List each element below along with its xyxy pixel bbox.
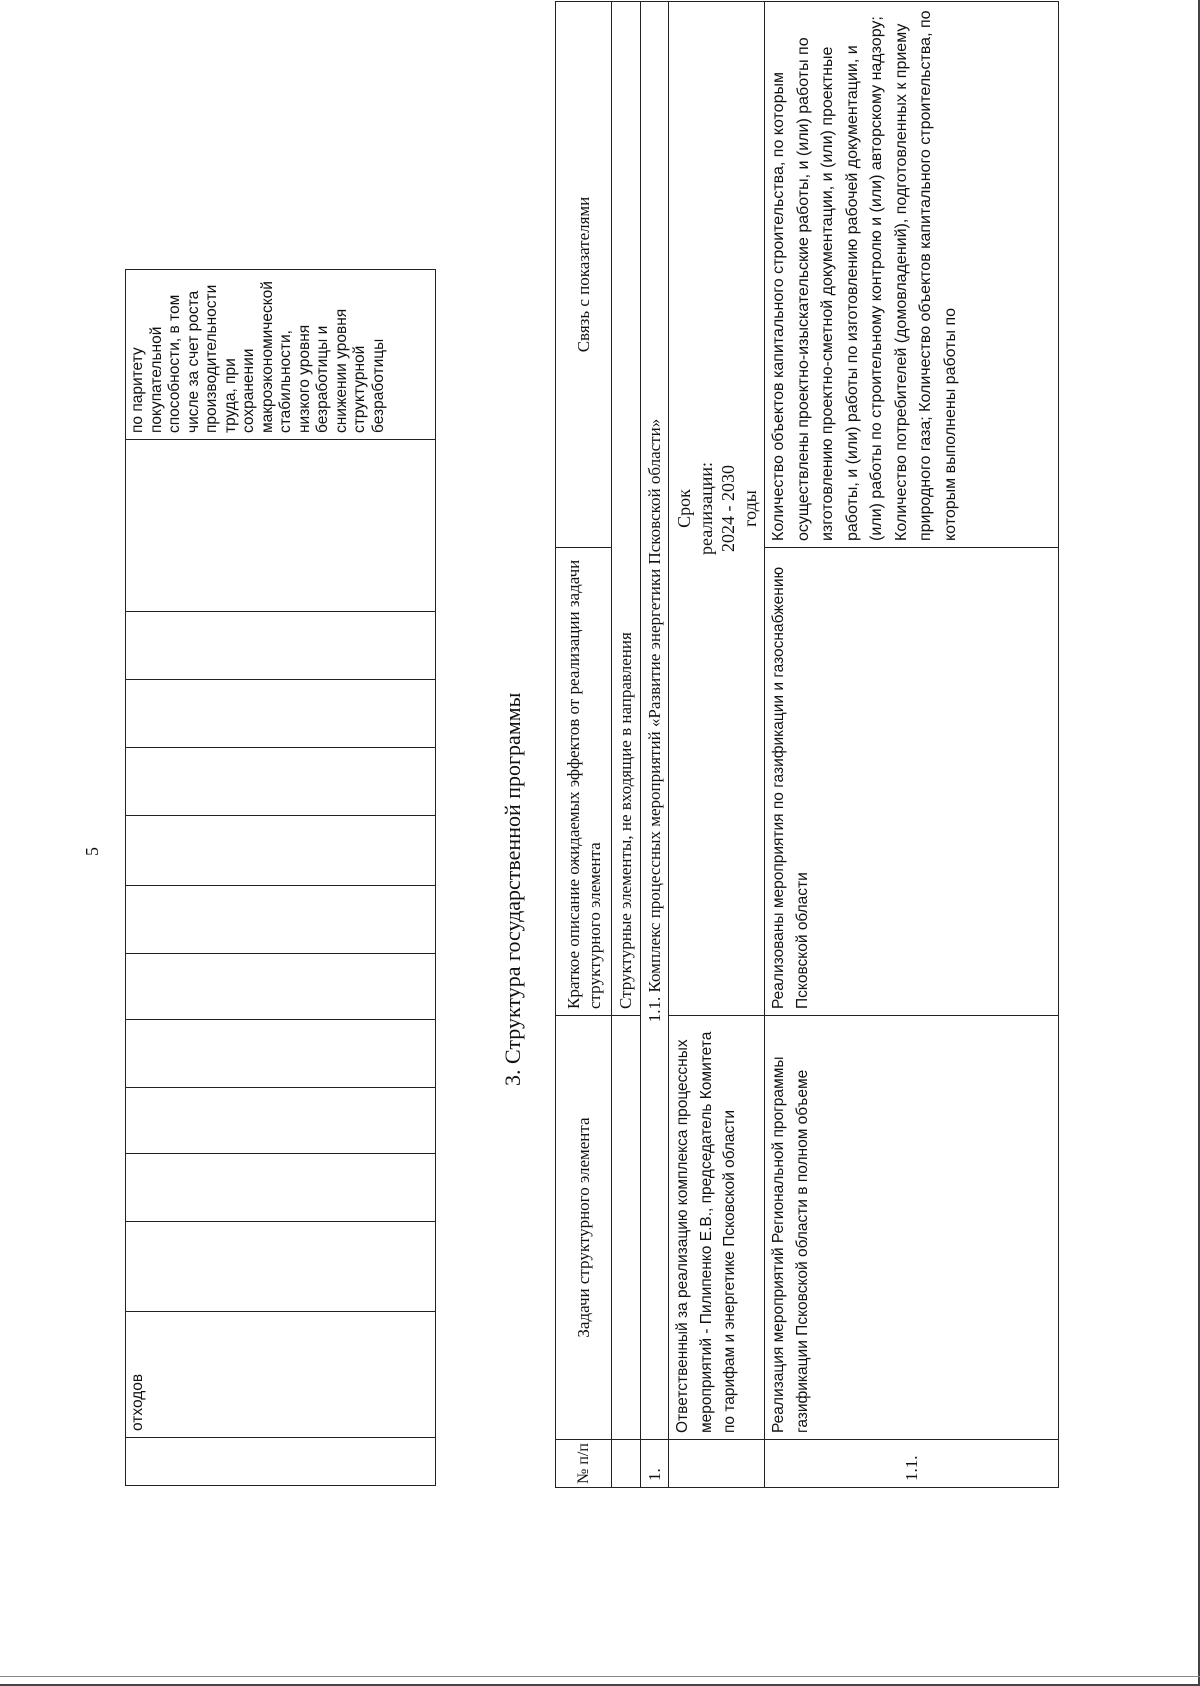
table-cell <box>126 1088 436 1154</box>
table-cell <box>126 1222 436 1312</box>
row-label-cell: отходов <box>126 1312 436 1438</box>
responsible-cell: Ответственный за реализацию комплекса процессных мероприятий - Пилипенко Е.В., председатель Комитета по тарифам и энергетике Псковской области <box>669 1016 765 1440</box>
table-cell <box>126 816 436 886</box>
table-cell <box>126 1438 436 1486</box>
complex-num: 1. <box>640 1440 669 1488</box>
table-row <box>126 270 436 1486</box>
table-cell <box>126 748 436 816</box>
table-cell <box>126 954 436 1020</box>
table-header-row <box>556 2 612 1488</box>
row-num: 1.1. <box>765 1440 1059 1488</box>
structural-elements-row: Структурные элементы, не входящие в направления <box>612 2 641 1016</box>
complex-title: 1.1. Комплекс процессных мероприятий «Развитие энергетики Псковской области» <box>640 2 669 1440</box>
section-title: 3. Структура государственной программы <box>500 692 525 1086</box>
table-cell <box>126 1154 436 1222</box>
header-num: № п/п <box>556 1440 612 1488</box>
page-number: 5 <box>82 847 102 856</box>
table-row <box>612 2 641 1488</box>
table-row <box>765 2 1059 1488</box>
table-row <box>669 2 765 1488</box>
table-cell <box>612 1440 641 1488</box>
table-row <box>640 2 669 1488</box>
header-tasks: Задачи структурного элемента <box>556 1016 612 1440</box>
term-cell <box>669 2 765 1016</box>
indicator-description-cell: по паритету покупательной способности, в том числе за счет роста производительности труда, при сохранении макроэкономической стабильности, низкого уровня безработицы и снижении уровня структурной безработицы <box>126 270 436 440</box>
link-cell: Количество объектов капитального строительства, по которым осуществлены проектно-изыскательские работы, и (или) работы по изготовлению проектно-сметной документации, и (или) проектные работы, и (или) работы по изготовлению рабочей документации, и (или) работы по строительному контролю и (или) авторскому надзору; Количество потребителей (домовладений), подготовленных к приему природного газа; Количество объектов капитального строительства, по которым выполнены работы по <box>765 2 1059 548</box>
table-cell <box>126 1020 436 1088</box>
table-cell <box>126 680 436 748</box>
structure-table <box>555 1 1059 1488</box>
continuation-table <box>125 269 436 1486</box>
term-text: Срок реализации: 2024 - 2030 годы <box>673 462 760 555</box>
effect-cell: Реализованы мероприятия по газификации и газоснабжению Псковской области <box>765 548 1059 1016</box>
task-cell: Реализация мероприятий Региональной программы газификации Псковской области в полном объеме <box>765 1016 1059 1440</box>
table-cell <box>669 1440 765 1488</box>
table-cell <box>126 612 436 680</box>
table-cell <box>126 886 436 954</box>
table-cell <box>612 1016 641 1440</box>
header-link: Связь с показателями <box>556 2 612 548</box>
table-cell <box>126 440 436 612</box>
header-effects: Краткое описание ожидаемых эффектов от реализации задачи структурного элемента <box>556 548 612 1016</box>
